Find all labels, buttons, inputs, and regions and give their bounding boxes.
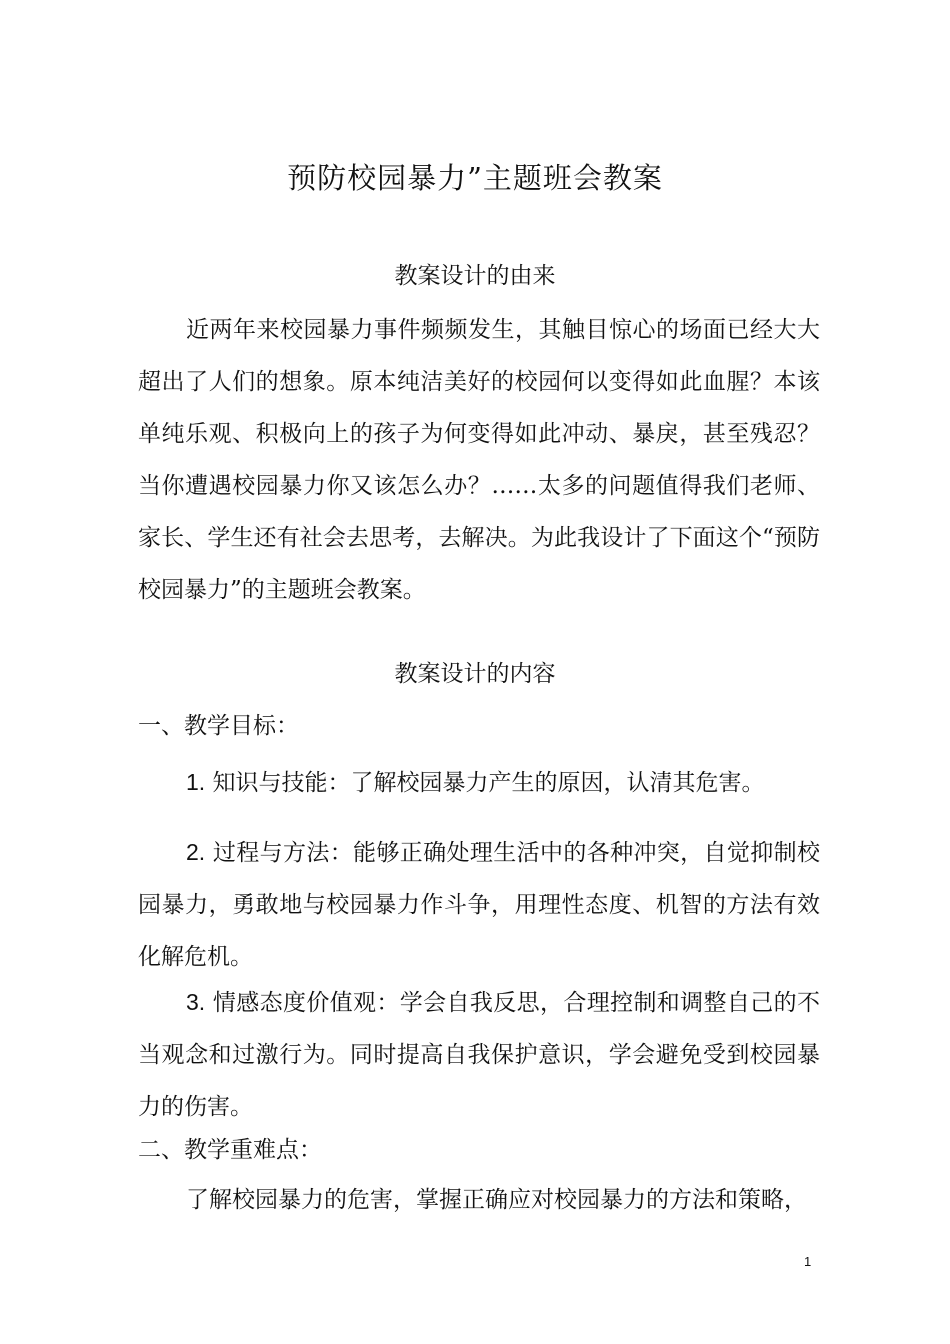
teaching-goals-label: 一、教学目标： (138, 713, 299, 739)
goal-number: 1. (186, 769, 206, 795)
page-number: 1 (804, 1254, 812, 1269)
origin-paragraph: 近两年来校园暴力事件频频发生，其触目惊心的场面已经大大超出了人们的想象。原本纯洁美好的校园何以变得如此血腥？本该单纯乐观、积极向上的孩子为何变得如此冲动、暴戾，甚至残忍？当你遭遇校园暴力你又该怎么办？……太多的问题值得我们老师、家长、学生还有社会去思考，去解决。为此我设计了下面这个“预防校园暴力”的主题班会教案。 (138, 317, 820, 603)
section-heading-content: 教案设计的内容 (394, 661, 556, 687)
goal-item-2 (138, 826, 820, 983)
document-title: 预防校园暴力”主题班会教案 (287, 161, 663, 195)
goal-item-1 (138, 756, 820, 809)
goal-number: 3. (186, 989, 206, 1015)
key-difficulties-paragraph: 了解校园暴力的危害，掌握正确应对校园暴力的方法和策略， (186, 1187, 807, 1213)
key-difficulties-label: 二、教学重难点： (138, 1137, 322, 1163)
goal-text: 过程与方法：能够正确处理生活中的各种冲突，自觉抑制校园暴力，勇敢地与校园暴力作斗争，用理性态度、机智的方法有效化解危机。 (138, 840, 820, 970)
goal-text: 情感态度价值观：学会自我反思，合理控制和调整自己的不当观念和过激行为。同时提高自我保护意识，学会避免受到校园暴力的伤害。 (138, 990, 820, 1120)
goal-text: 知识与技能：了解校园暴力产生的原因，认清其危害。 (205, 770, 765, 796)
section-heading-origin: 教案设计的由来 (394, 263, 556, 289)
goal-item-3 (138, 976, 820, 1133)
goal-number: 2. (186, 839, 206, 865)
